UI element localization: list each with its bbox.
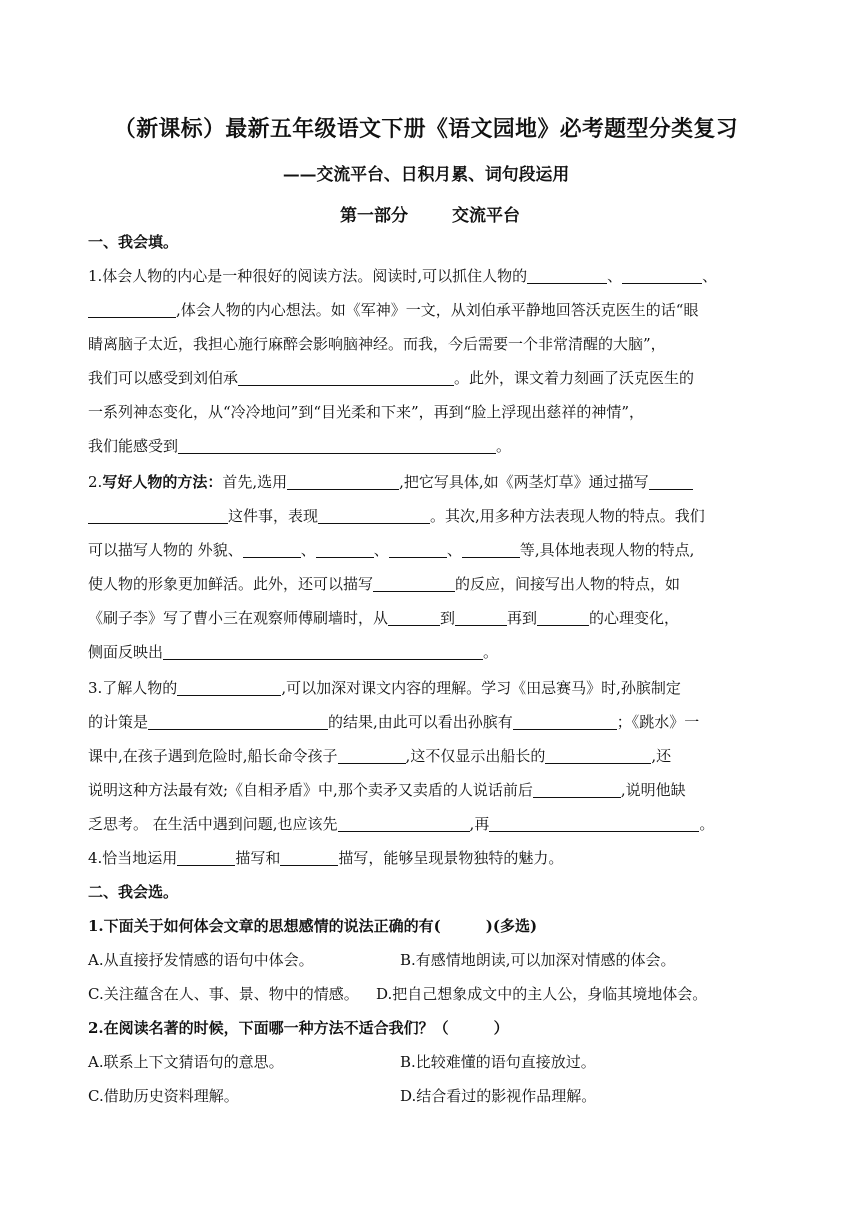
q2-line-3: 可以描写人物的 外貌、 、 、 、 等,具体地表现人物的特点, [88, 541, 695, 559]
blank[interactable] [489, 816, 699, 832]
choice-q1-option-c[interactable]: C.关注蕴含在人、事、景、物中的情感。 [88, 985, 359, 1003]
choice-q2-option-b[interactable]: B.比较难懂的语句直接放过。 [400, 1053, 596, 1071]
blank[interactable] [462, 542, 520, 558]
blank[interactable] [163, 644, 483, 660]
section-heading-fill: 一、我会填。 [88, 233, 179, 251]
q1-line-5: 一系列神态变化，从“冷冷地问”到“目光柔和下来”，再到“脸上浮现出慈祥的神情”， [88, 403, 645, 421]
part-heading [0, 201, 860, 226]
blank[interactable] [533, 782, 621, 798]
q2-line-5: 《刷子李》写了曹小三在观察师傅刷墙时，从 到 再到 的心理变化， [88, 609, 680, 627]
blank[interactable] [88, 508, 228, 524]
blank[interactable] [513, 714, 617, 730]
section-heading-choose: 二、我会选。 [88, 883, 179, 901]
blank[interactable] [316, 542, 374, 558]
blank[interactable] [177, 680, 281, 696]
page-title: （新课标）最新五年级语文下册《语文园地》必考题型分类复习 [113, 116, 739, 142]
blank[interactable] [280, 850, 338, 866]
q3-line-5: 乏思考。 在生活中遇到问题,也应该先 ,再 。 [88, 815, 715, 833]
blank[interactable] [177, 850, 235, 866]
blank[interactable] [649, 474, 693, 490]
choice-q2-option-d[interactable]: D.结合看过的影视作品理解。 [400, 1087, 597, 1105]
q2-line-2: 这件事，表现 。其次,用多种方法表现人物的特点。我们 [88, 506, 705, 526]
q2-line-1: 2.写好人物的方法：首先,选用 ,把它写具体,如《两茎灯草》通过描写 [88, 472, 693, 492]
choice-q1-stem: 1.下面关于如何体会文章的思想感情的说法正确的有( )(多选) [88, 917, 538, 935]
blank[interactable] [527, 268, 607, 284]
choice-q2-option-c[interactable]: C.借助历史资料理解。 [88, 1087, 239, 1105]
blank[interactable] [318, 508, 430, 524]
part-label: 第一部分 [340, 206, 408, 226]
blank[interactable] [388, 610, 440, 626]
q1-line-6: 我们能感受到 。 [88, 437, 512, 455]
blank[interactable] [537, 610, 589, 626]
q3-line-3: 课中,在孩子遇到危险时,船长命令孩子 ,这不仅显示出船长的 ,还 [88, 747, 672, 765]
choice-q2-stem: 2.在阅读名著的时候，下面哪一种方法不适合我们？（ ） [88, 1019, 509, 1037]
q2-line-4: 使人物的形象更加鲜活。此外，还可以描写 的反应，间接写出人物的特点，如 [88, 575, 681, 593]
blank[interactable] [287, 474, 399, 490]
q1-line-4: 我们可以感受到刘伯承 。此外，课文着力刻画了沃克医生的 [88, 369, 695, 387]
choice-q1-option-a[interactable]: A.从直接抒发情感的语句中体会。 [88, 951, 314, 969]
choice-q1-option-d[interactable]: D.把自己想象成文中的主人公，身临其境地体会。 [376, 985, 708, 1003]
blank[interactable] [88, 302, 176, 318]
part-name: 交流平台 [452, 206, 520, 226]
q1-line-1: 1.体会人物的内心是一种很好的阅读方法。阅读时,可以抓住人物的 、 、 [88, 267, 718, 285]
blank[interactable] [338, 748, 406, 764]
blank[interactable] [545, 748, 651, 764]
q1-line-3: 睛离脑子太近，我担心施行麻醉会影响脑神经。而我，今后需要一个非常清醒的大脑”， [88, 335, 666, 353]
blank[interactable] [178, 438, 496, 454]
q1-line-2: ,体会人物的内心想法。如《军神》一文，从刘伯承平静地回答沃克医生的话“眼 [88, 300, 698, 320]
q2-line-6: 侧面反映出 。 [88, 643, 499, 661]
blank[interactable] [622, 268, 702, 284]
blank[interactable] [148, 714, 328, 730]
blank[interactable] [373, 576, 455, 592]
q4-line: 4.恰当地运用 描写和 描写，能够呈现景物独特的魅力。 [88, 849, 564, 867]
q3-line-1: 3.了解人物的 ,可以加深对课文内容的理解。学习《田忌赛马》时,孙膑制定 [88, 679, 681, 697]
choice-q2-option-a[interactable]: A.联系上下文猜语句的意思。 [88, 1053, 284, 1071]
blank[interactable] [389, 542, 447, 558]
blank[interactable] [243, 542, 301, 558]
choice-q1-option-b[interactable]: B.有感情地朗读,可以加深对情感的体会。 [400, 951, 676, 969]
q3-line-4: 说明这种方法最有效;《自相矛盾》中,那个卖矛又卖盾的人说话前后 ,说明他缺 [88, 781, 686, 799]
blank[interactable] [338, 816, 470, 832]
blank[interactable] [238, 370, 454, 386]
page-subtitle: ——交流平台、日积月累、词句段运用 [282, 165, 570, 185]
q3-line-2: 的计策是 的结果,由此可以看出孙膑有 ；《跳水》一 [88, 713, 700, 731]
blank[interactable] [455, 610, 507, 626]
